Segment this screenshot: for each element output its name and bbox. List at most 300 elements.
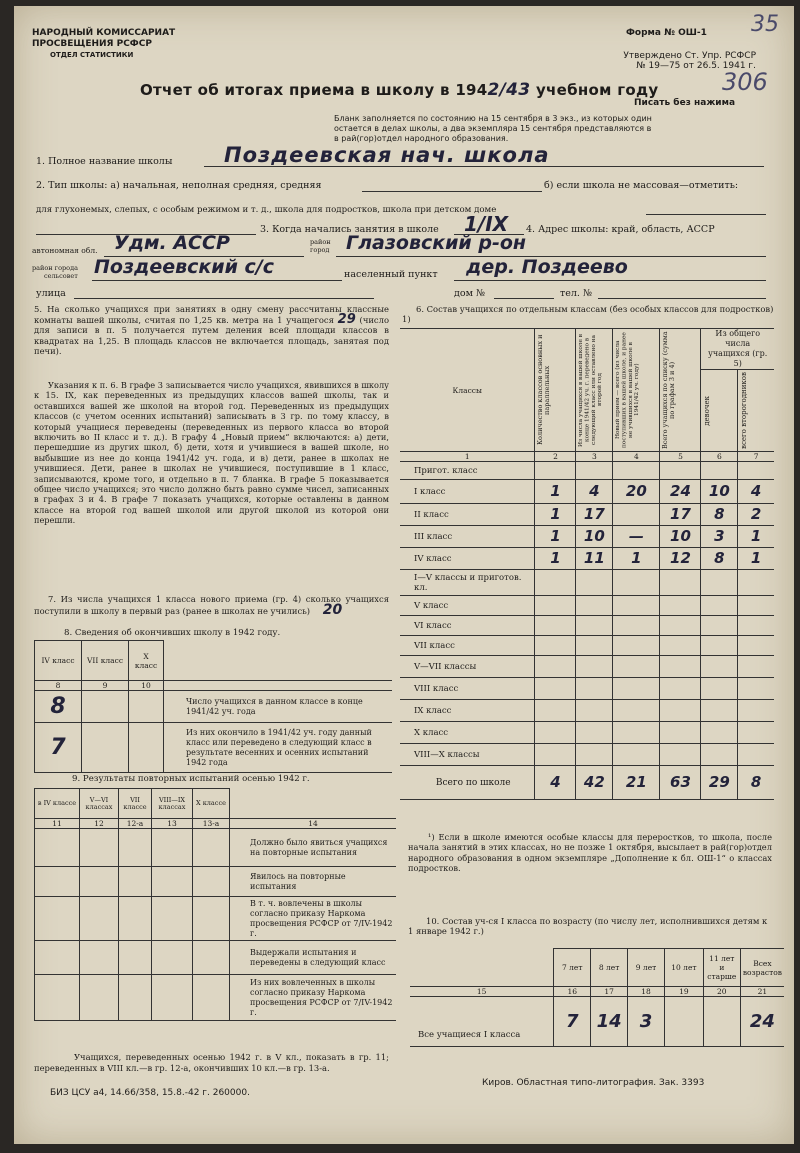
t6-cell-col2[interactable] [535,744,576,766]
t6-cell-col3[interactable] [576,596,613,616]
t9-h-v-vi: V—VI классах [80,789,119,819]
table-9-row-2 [35,867,397,897]
t9-r1-c5[interactable] [193,829,230,867]
table-6-header-row-1 [400,329,774,370]
t6-cell-col7[interactable]: 1 [738,548,774,570]
title-suffix: учебном году [535,81,659,99]
section-6-instructions: Указания к п. 6. В графе 3 записывается число учащихся, явившихся в школу к 15. IX, как переведенных из предыдущих классов вашей школы, так и оставшихся вашей же школой на второй год. Переведенных из предыдущих классов (с учетом осенних испытаний) записывать в 3 гр. по тому классу, в который учащиеся переведены (переведенных из первого класса во второй включить во II класс и т. д.). В графу 4 „Новый прием“ включаются: а) дети, перешедшие из других школ, б) дети, хотя и учившиеся в вашей школе, но выбывшие из нее до конца 1941/42 уч. года, и в) дети, ранее в школах не учившиеся. Дети, ранее в школах не учившиеся, поступившие в 1 класс, записываются, кроме того, и отдельно в п. 7 бланка. В графе 5 показывается общее число учащихся; это число должно быть равно сумме чисел, записанных в графах 3 и 4. В графе 7 показать учащихся, которые оставлены в данном классе на второй год вашей школой или другой школой из которой они перешли. [34,380,389,526]
t6-row-label: IV класс [400,548,535,570]
t6-cell-col7[interactable]: 2 [738,504,774,526]
autonomy-label: автономная обл. [32,246,98,255]
t6-n-4: 4 [613,452,660,462]
section-8-title: 8. Сведения об окончивших школу в 1942 году. [64,628,281,638]
org-block [32,28,175,61]
t6-cell-col3[interactable] [576,656,613,678]
t6-row [400,596,774,616]
section-5 [34,304,389,357]
table-9-row-3 [35,897,397,941]
t6-cell-col3[interactable] [576,744,613,766]
raion-labels [32,264,78,280]
form-title [140,80,658,100]
t9-n-11: 11 [35,819,80,829]
instructions-note [186,114,771,144]
section-7-value[interactable]: 20 [322,601,343,618]
t9-r2-label: Явилось на повторные испытания [230,867,397,897]
t6-cell-col2[interactable] [535,678,576,700]
t10-h-8: 8 лет [591,949,628,987]
t6-cell-col6[interactable]: 8 [701,548,738,570]
t6-cell-col2[interactable]: 1 [535,504,576,526]
t9-n-12: 12 [80,819,119,829]
table-8-row-1 [35,691,393,723]
t9-r1-c4[interactable] [152,829,193,867]
t10-n-18: 18 [628,987,665,997]
section-9-title: 9. Результаты повторных испытаний осенью 1942 г. [72,774,310,784]
t6-h-classes: Классы [400,329,535,452]
t8-r2-label: Из них окончило в 1941/42 уч. году данный класс или переведено в следующий класс в результате весенних и осенних испытаний 1942 года [164,723,393,773]
t6-cell-col2[interactable] [535,656,576,678]
t6-cell-col6[interactable] [701,678,738,700]
t6-cell-col6[interactable] [701,722,738,744]
t6-cell-col6[interactable]: 10 [701,480,738,504]
t9-r1-c3[interactable] [119,829,152,867]
t6-cell-col3[interactable] [576,616,613,636]
form-number: Форма № ОШ-1 [626,28,707,38]
t8-r2-x[interactable] [129,723,164,773]
t6-cell-col2[interactable]: 1 [535,480,576,504]
district-label-raion: район [310,238,331,246]
t6-cell-col6[interactable] [701,462,738,480]
t6-row [400,548,774,570]
t6-cell-col3[interactable] [576,570,613,596]
table-9 [34,788,396,1021]
t9-n-14: 14 [230,819,397,829]
t10-h-10: 10 лет [664,949,703,987]
t9-r2-c3[interactable] [119,867,152,897]
t6-cell-col5[interactable] [660,636,701,656]
t6-row [400,526,774,548]
table-9-row-4 [35,941,397,975]
t10-v-10[interactable] [664,997,703,1047]
table-8 [34,640,392,773]
table-9-header-row [35,789,397,819]
t6-cell-col6[interactable]: 29 [701,766,738,800]
t6-cell-col7[interactable]: 8 [738,766,774,800]
t6-cell-col5[interactable] [660,616,701,636]
title-year-handwritten: 2/43 [487,80,531,100]
t8-r2-vii[interactable] [82,723,129,773]
t6-cell-col6[interactable] [701,700,738,722]
t6-cell-col7[interactable] [738,596,774,616]
t6-cell-col4[interactable] [613,722,660,744]
t8-h-x: X класс [129,641,164,681]
table-6-title [402,304,774,325]
t6-cell-col2[interactable]: 1 [535,526,576,548]
t6-row-label: I класс [400,480,535,504]
table-10-row [410,997,784,1047]
t6-h-c3 [576,329,613,452]
field-3-label: 3. Когда начались занятия в школе [260,224,439,235]
t6-row-label: III класс [400,526,535,548]
t6-cell-col2[interactable]: 4 [535,766,576,800]
field-1-label: 1. Полное название школы [36,156,173,167]
t6-row-label: X класс [400,722,535,744]
t6-cell-col5[interactable] [660,722,701,744]
house-label: дом № [454,288,485,299]
t6-cell-col2[interactable] [535,570,576,596]
field-2c-label: для глухонемых, слепых, с особым режимом и т. д., школа для подростков, школа при детском доме [36,205,497,215]
t6-cell-col7[interactable] [738,744,774,766]
t8-n-9: 9 [82,681,129,691]
t6-h-c2 [535,329,576,452]
t8-h-iv: IV класс [35,641,82,681]
t6-row-label: VII класс [400,636,535,656]
t6-row-label: VIII—X классы [400,744,535,766]
t6-cell-col6[interactable] [701,656,738,678]
t6-cell-col3[interactable]: 11 [576,548,613,570]
section-7 [34,594,389,616]
section-5-tail: (число для записи в п. 5 получается путем деления всей площади классов в квадратах на 1,25. В площадь классов не включается площадь, занятая под печи). [34,314,389,357]
t8-h-blank [164,641,393,681]
t6-row-label: Всего по школе [400,766,535,800]
section-5-text: 5. На сколько учащихся при занятиях в одну смену рассчитаны классные комнаты вашей школы, считая по 1,25 кв. метра на 1 учащегося [34,304,389,325]
t6-cell-col7[interactable]: 1 [738,526,774,548]
t6-cell-col4[interactable] [613,616,660,636]
t9-h-x: X классе [193,789,230,819]
t6-h-c4 [613,329,660,452]
street-line [74,298,374,299]
t6-h-c5-text: Всего учащихся по списку (сумма по графам 3 и 4) [661,331,677,449]
tel-line [598,298,766,299]
t6-n-5: 5 [660,452,701,462]
biz-imprint: БИЗ ЦСУ а4, 14.66/358, 15.8.-42 г. 260000. [50,1088,250,1098]
t10-n-21: 21 [740,987,784,997]
t6-cell-col7[interactable] [738,570,774,596]
district-handwritten[interactable]: Глазовский р-он [346,232,527,254]
table-9-row-5 [35,975,397,1021]
t9-r2-c4[interactable] [152,867,193,897]
table-8-header-row [35,641,393,681]
section-9-footer: Учащихся, переведенных осенью 1942 г. в V кл., показать в гр. 11; переведенных в VIII кл.—в гр. 12-а, окончивших 10 кл.—в гр. 13-а. [34,1052,389,1073]
t6-cell-col7[interactable] [738,722,774,744]
t9-r2-c2[interactable] [80,867,119,897]
table-8-colnum-row [35,681,393,691]
settlement-line [454,280,766,281]
t6-cell-col6[interactable] [701,636,738,656]
t6-cell-col7[interactable] [738,678,774,700]
table-8-row-2 [35,723,393,773]
t6-cell-col6[interactable]: 8 [701,504,738,526]
t10-h-9: 9 лет [628,949,665,987]
section-5-value[interactable]: 29 [337,311,356,327]
t6-cell-col7[interactable] [738,656,774,678]
t9-r5-c3[interactable] [119,975,152,1021]
t8-r1-label: Число учащихся в данном классе в конце 1941/42 уч. года [164,691,393,723]
t10-n-17: 17 [591,987,628,997]
t6-cell-col6[interactable]: 3 [701,526,738,548]
t9-r1-c1[interactable] [35,829,80,867]
t6-h-c7-text: всего второгодников [740,372,749,449]
org-line-2: ПРОСВЕЩЕНИЯ РСФСР [32,39,152,49]
t6-row [400,462,774,480]
t6-row [400,700,774,722]
selsovet-handwritten[interactable]: Поздеевский с/с [94,256,274,278]
t6-cell-col5[interactable] [660,570,701,596]
t6-cell-col7[interactable] [738,616,774,636]
note-line-3: в рай(гор)отдел народного образования. [334,134,509,143]
t8-h-vii: VII класс [82,641,129,681]
t6-cell-col3[interactable] [576,722,613,744]
pencil-number-top: 35 [751,12,779,37]
t6-cell-col6[interactable] [701,616,738,636]
t6-cell-col6[interactable] [701,744,738,766]
t9-r4-c2[interactable] [80,941,119,975]
table-6-body [400,462,774,800]
t6-cell-col3[interactable]: 42 [576,766,613,800]
t6-cell-col5[interactable]: 24 [660,480,701,504]
settlement-label: населенный пункт [344,269,438,280]
t6-row-label: V—VII классы [400,656,535,678]
t6-row-label: V класс [400,596,535,616]
table-6-colnum-row [400,452,774,462]
table-10-title: 10. Состав уч-ся I класса по возрасту (по числу лет, исполнившихся детям к 1 январе 1942 г.) [408,916,768,937]
t9-r1-label: Должно было явиться учащихся на повторные испытания [230,829,397,867]
no-pressure-note: Писать без нажима [634,98,736,108]
t6-cell-col4[interactable] [613,596,660,616]
t9-r4-c5[interactable] [193,941,230,975]
t10-h-all: Всех возрастов [740,949,784,987]
t6-cell-col4[interactable] [613,504,660,526]
t6-cell-col7[interactable] [738,462,774,480]
field-2b-label: б) если школа не массовая—отметить: [544,180,739,191]
t9-n-13a: 13-а [193,819,230,829]
t10-v-8[interactable]: 14 [591,997,628,1047]
field-4-label: 4. Адрес школы: край, область, АССР [526,224,715,235]
t6-h-c5 [660,329,701,452]
t6-cell-col3[interactable] [576,636,613,656]
t9-r5-c2[interactable] [80,975,119,1021]
t6-h-c6 [701,370,738,452]
t8-r1-x[interactable] [129,691,164,723]
field-2c-line [646,214,766,215]
t6-row [400,766,774,800]
form-sheet [14,6,794,1144]
org-line-3: ОТДЕЛ СТАТИСТИКИ [50,51,134,59]
t6-h-c7 [738,370,774,452]
t6-cell-col3[interactable] [576,678,613,700]
t6-cell-col5[interactable]: 10 [660,526,701,548]
t10-h-11: 11 лет и старше [703,949,740,987]
t6-cell-col3[interactable]: 17 [576,504,613,526]
t9-r3-label: В т. ч. вовлечены в школы согласно приказу Наркома просвещения РСФСР от 7/IV-1942 г. [230,897,397,941]
table-6-title-text: 6. Состав учащихся по отдельным классам (без особых классов для подростков) [416,304,774,314]
t6-cell-col3[interactable] [576,700,613,722]
t9-r5-c5[interactable] [193,975,230,1021]
t6-cell-col3[interactable]: 4 [576,480,613,504]
t6-h-c3-text: Из числа учащихся в вашей школе в конце 1941/42 уч. г. переведено в следующий класс или оставлено на второй год [578,333,604,447]
t6-row [400,744,774,766]
t6-cell-col2[interactable] [535,700,576,722]
t6-cell-col6[interactable] [701,596,738,616]
t6-cell-col2[interactable] [535,636,576,656]
t6-h-group: Из общего числа учащихся (гр. 5) [701,329,774,370]
t6-cell-col4[interactable]: 1 [613,548,660,570]
t9-r2-c1[interactable] [35,867,80,897]
t6-cell-col2[interactable] [535,462,576,480]
t10-n-15: 15 [410,987,554,997]
t9-n-13: 13 [152,819,193,829]
t9-r2-c5[interactable] [193,867,230,897]
t6-cell-col7[interactable] [738,636,774,656]
t10-v-all[interactable]: 24 [740,997,784,1047]
t6-cell-col4[interactable]: 20 [613,480,660,504]
t6-cell-col4[interactable] [613,570,660,596]
table-6-title-note: 1) [402,314,411,325]
t9-n-12a: 12-а [119,819,152,829]
t6-cell-col5[interactable] [660,678,701,700]
tel-label: тел. № [560,288,592,299]
t8-r1-vii[interactable] [82,691,129,723]
t6-cell-col2[interactable]: 1 [535,548,576,570]
t6-h-c6-text: девочек [703,395,712,426]
t9-r5-c4[interactable] [152,975,193,1021]
t6-cell-col5[interactable] [660,462,701,480]
table-6-footnote: ¹) Если в школе имеются особые классы для переростков, то школа, после начала занятий в этих классах, но не позже 1 октября, высылает в рай(гор)отдел народного образования в одном экземпляре „Дополнение к бл. ОШ-1“ о классах подростков. [408,832,772,874]
school-name-handwritten[interactable]: Поздеевская нач. школа [224,143,550,167]
t6-row [400,678,774,700]
t9-r3-c5[interactable] [193,897,230,941]
table-9-colnum-row [35,819,397,829]
district-label-gorod: город [310,246,330,254]
t8-r2-iv[interactable]: 7 [35,723,82,773]
t6-h-c2-text: Количество классов основных и параллельных [536,334,552,446]
t9-r3-c4[interactable] [152,897,193,941]
t10-h-7: 7 лет [554,949,591,987]
t6-row-label: II класс [400,504,535,526]
t6-cell-col2[interactable] [535,616,576,636]
t6-row [400,504,774,526]
street-label: улица [36,288,66,299]
t9-r5-c1[interactable] [35,975,80,1021]
t6-cell-col2[interactable] [535,596,576,616]
table-9-row-1 [35,829,397,867]
t6-cell-col5[interactable] [660,656,701,678]
t6-cell-col5[interactable] [660,596,701,616]
t9-r3-c2[interactable] [80,897,119,941]
t9-r3-c3[interactable] [119,897,152,941]
t10-v-9[interactable]: 3 [628,997,665,1047]
table-10-colnum-row [410,987,784,997]
field-2-label: 2. Тип школы: а) начальная, неполная средняя, средняя [36,180,322,191]
t6-row-label: Пригот. класс [400,462,535,480]
t10-n-19: 19 [664,987,703,997]
note-line-2: остается в делах школы, а два экземпляра 15 сентября представляются в [334,124,652,133]
t9-h-iv: в IV классе [35,789,80,819]
t6-row [400,722,774,744]
t6-cell-col4[interactable] [613,744,660,766]
t9-r1-c2[interactable] [80,829,119,867]
t6-cell-col4[interactable]: — [613,526,660,548]
t6-cell-col5[interactable]: 17 [660,504,701,526]
t6-cell-col2[interactable] [535,722,576,744]
t9-h-blank [230,789,397,819]
table-10 [410,948,784,1047]
t10-h-blank [410,949,554,987]
t6-cell-col5[interactable] [660,700,701,722]
t10-row-label: Все учащиеся I класса [410,997,554,1047]
t6-n-7: 7 [738,452,774,462]
t8-r1-iv[interactable]: 8 [35,691,82,723]
t6-row [400,636,774,656]
t10-n-16: 16 [554,987,591,997]
t6-cell-col4[interactable] [613,462,660,480]
printer-imprint: Киров. Областная типо-литография. Зак. 3393 [482,1078,705,1088]
t9-r4-c3[interactable] [119,941,152,975]
section-7-text: 7. Из числа учащихся 1 класса нового приема (гр. 4) сколько учащихся поступили в школу в первый раз (ранее в школах не учились) [34,594,389,616]
t6-cell-col6[interactable] [701,570,738,596]
t6-cell-col4[interactable] [613,678,660,700]
t6-row [400,656,774,678]
settlement-handwritten[interactable]: дер. Поздеево [466,256,628,278]
t6-row [400,616,774,636]
t6-cell-col5[interactable]: 63 [660,766,701,800]
t6-cell-col7[interactable]: 4 [738,480,774,504]
t6-row [400,570,774,596]
t6-n-1: 1 [400,452,535,462]
t9-h-viii-ix: VIII—IX классах [152,789,193,819]
t9-r4-label: Выдержали испытания и переведены в следующий класс [230,941,397,975]
t6-row-label: VI класс [400,616,535,636]
t9-r3-c1[interactable] [35,897,80,941]
table-6 [400,328,774,800]
t6-row-label: I—V классы и приготов. кл. [400,570,535,596]
note-line-1: Бланк заполняется по состоянию на 15 сентября в 3 экз., из которых один [334,114,652,123]
t9-r4-c4[interactable] [152,941,193,975]
t6-row-label: VIII класс [400,678,535,700]
t6-cell-col4[interactable]: 21 [613,766,660,800]
t6-n-2: 2 [535,452,576,462]
start-date-handwritten[interactable]: 1/IX [464,212,509,236]
t6-row-label: IX класс [400,700,535,722]
t6-cell-col3[interactable] [576,462,613,480]
t10-n-20: 20 [703,987,740,997]
approval-line-2: № 19—75 от 26.5. 1941 г. [636,61,756,71]
t6-cell-col5[interactable]: 12 [660,548,701,570]
district-labels [310,238,331,254]
t6-n-3: 3 [576,452,613,462]
t6-cell-col4[interactable] [613,700,660,722]
autonomy-handwritten[interactable]: Удм. АССР [114,232,230,254]
t6-row [400,480,774,504]
t6-h-c4-text: Новый прием — всего (из числа поступивших в вашей школе, и ранее не учившихся в вашей школе в 1941/42 уч. году) [615,332,641,448]
t10-v-7[interactable]: 7 [554,997,591,1047]
approval-line-1: Утверждено Ст. Упр. РСФСР [623,51,756,61]
t6-n-6: 6 [701,452,738,462]
house-line [494,298,554,299]
t6-cell-col4[interactable] [613,636,660,656]
t6-cell-col4[interactable] [613,656,660,678]
field-2-line [362,191,542,192]
t6-cell-col7[interactable] [738,700,774,722]
selsovet-line [92,280,342,281]
raion-label-2: сельсовет [44,272,78,280]
t10-v-11[interactable] [703,997,740,1047]
org-line-1: НАРОДНЫЙ КОМИССАРИАТ [32,28,176,38]
title-prefix: Отчет об итогах приема в школу в 194 [140,81,488,99]
t6-cell-col3[interactable]: 10 [576,526,613,548]
t6-cell-col5[interactable] [660,744,701,766]
t9-r4-c1[interactable] [35,941,80,975]
